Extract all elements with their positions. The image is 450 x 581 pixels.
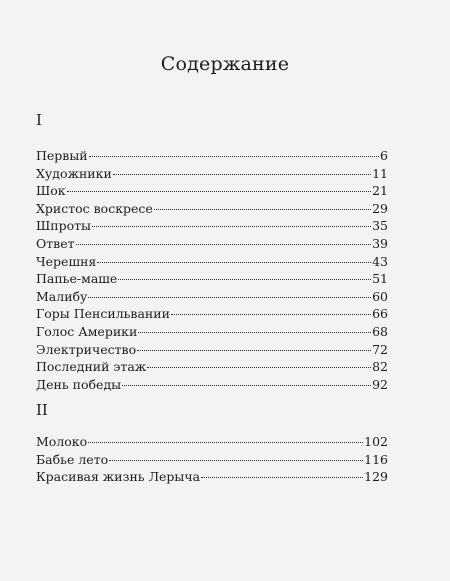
toc-entry[interactable]	[36, 288, 388, 306]
toc-entry-page: 129	[364, 469, 388, 485]
toc-entry-title: Черешня	[36, 253, 97, 269]
toc-entry-title: Горы Пенсильвании	[36, 306, 170, 322]
dot-leader	[89, 156, 379, 157]
toc-entry-title: Голос Америки	[36, 323, 138, 339]
dot-leader	[113, 174, 371, 175]
toc-entry[interactable]	[36, 182, 388, 200]
toc-entry-page: 39	[372, 235, 388, 251]
part-2-contents	[36, 433, 388, 486]
dot-leader	[138, 332, 371, 333]
toc-entry-page: 116	[364, 451, 388, 467]
toc-entry-title: Бабье лето	[36, 451, 109, 467]
toc-entry-title: Малибу	[36, 288, 88, 304]
dot-leader	[67, 191, 371, 192]
dot-leader	[88, 442, 363, 443]
page-title: Содержание	[160, 53, 290, 75]
part-1-numeral: I	[36, 111, 42, 129]
toc-entry[interactable]	[36, 376, 388, 394]
toc-entry-title: Первый	[36, 148, 88, 163]
toc-entry-title: Молоко	[36, 434, 88, 449]
toc-entry-page: 72	[372, 341, 388, 357]
toc-entry[interactable]	[36, 165, 388, 183]
toc-entry-title: Шок	[36, 183, 66, 199]
dot-leader	[201, 477, 363, 478]
toc-entry[interactable]	[36, 253, 388, 271]
toc-entry-page: 21	[372, 183, 388, 199]
toc-entry[interactable]	[36, 305, 388, 323]
toc-entry-title: Ответ	[36, 235, 75, 251]
toc-entry[interactable]	[36, 341, 388, 359]
dot-leader	[109, 460, 363, 461]
part-1-contents	[36, 147, 388, 393]
dot-leader	[97, 262, 371, 263]
dot-leader	[122, 385, 371, 386]
toc-entry[interactable]	[36, 468, 388, 486]
toc-entry[interactable]	[36, 323, 388, 341]
toc-entry-title: Папье-маше	[36, 271, 118, 287]
toc-entry-page: 82	[372, 359, 388, 375]
dot-leader	[92, 226, 371, 227]
toc-entry[interactable]	[36, 270, 388, 288]
toc-entry-page: 68	[372, 323, 388, 339]
toc-entry-page: 51	[372, 271, 388, 287]
toc-entry-page: 35	[372, 218, 388, 234]
toc-entry-title: Христос воскресе	[36, 200, 153, 216]
dot-leader	[137, 350, 371, 351]
toc-entry-page: 43	[372, 253, 388, 269]
dot-leader	[76, 244, 372, 245]
toc-entry-page: 60	[372, 288, 388, 304]
toc-entry-title: Электричество	[36, 341, 137, 357]
dot-leader	[88, 297, 371, 298]
toc-entry-page: 11	[372, 165, 388, 181]
toc-entry[interactable]	[36, 358, 388, 376]
toc-entry-page: 29	[372, 200, 388, 216]
toc-entry[interactable]	[36, 433, 388, 451]
toc-entry[interactable]	[36, 200, 388, 218]
toc-entry-title: Последний этаж	[36, 359, 147, 375]
dot-leader	[171, 314, 371, 315]
toc-entry[interactable]	[36, 217, 388, 235]
toc-entry-title: Шпроты	[36, 218, 91, 234]
toc-entry-title: День победы	[36, 376, 122, 392]
toc-entry-page: 66	[372, 306, 388, 322]
dot-leader	[118, 279, 371, 280]
toc-entry-title: Художники	[36, 165, 112, 181]
toc-entry-title: Красивая жизнь Лерыча	[36, 469, 201, 485]
part-2-numeral: II	[36, 401, 48, 419]
toc-entry-page: 6	[380, 148, 388, 163]
toc-entry-page: 92	[372, 376, 388, 392]
toc-entry[interactable]	[36, 147, 388, 165]
dot-leader	[154, 209, 371, 210]
toc-entry[interactable]	[36, 235, 388, 253]
toc-entry-page: 102	[364, 434, 388, 449]
toc-entry[interactable]	[36, 451, 388, 469]
dot-leader	[147, 367, 371, 368]
